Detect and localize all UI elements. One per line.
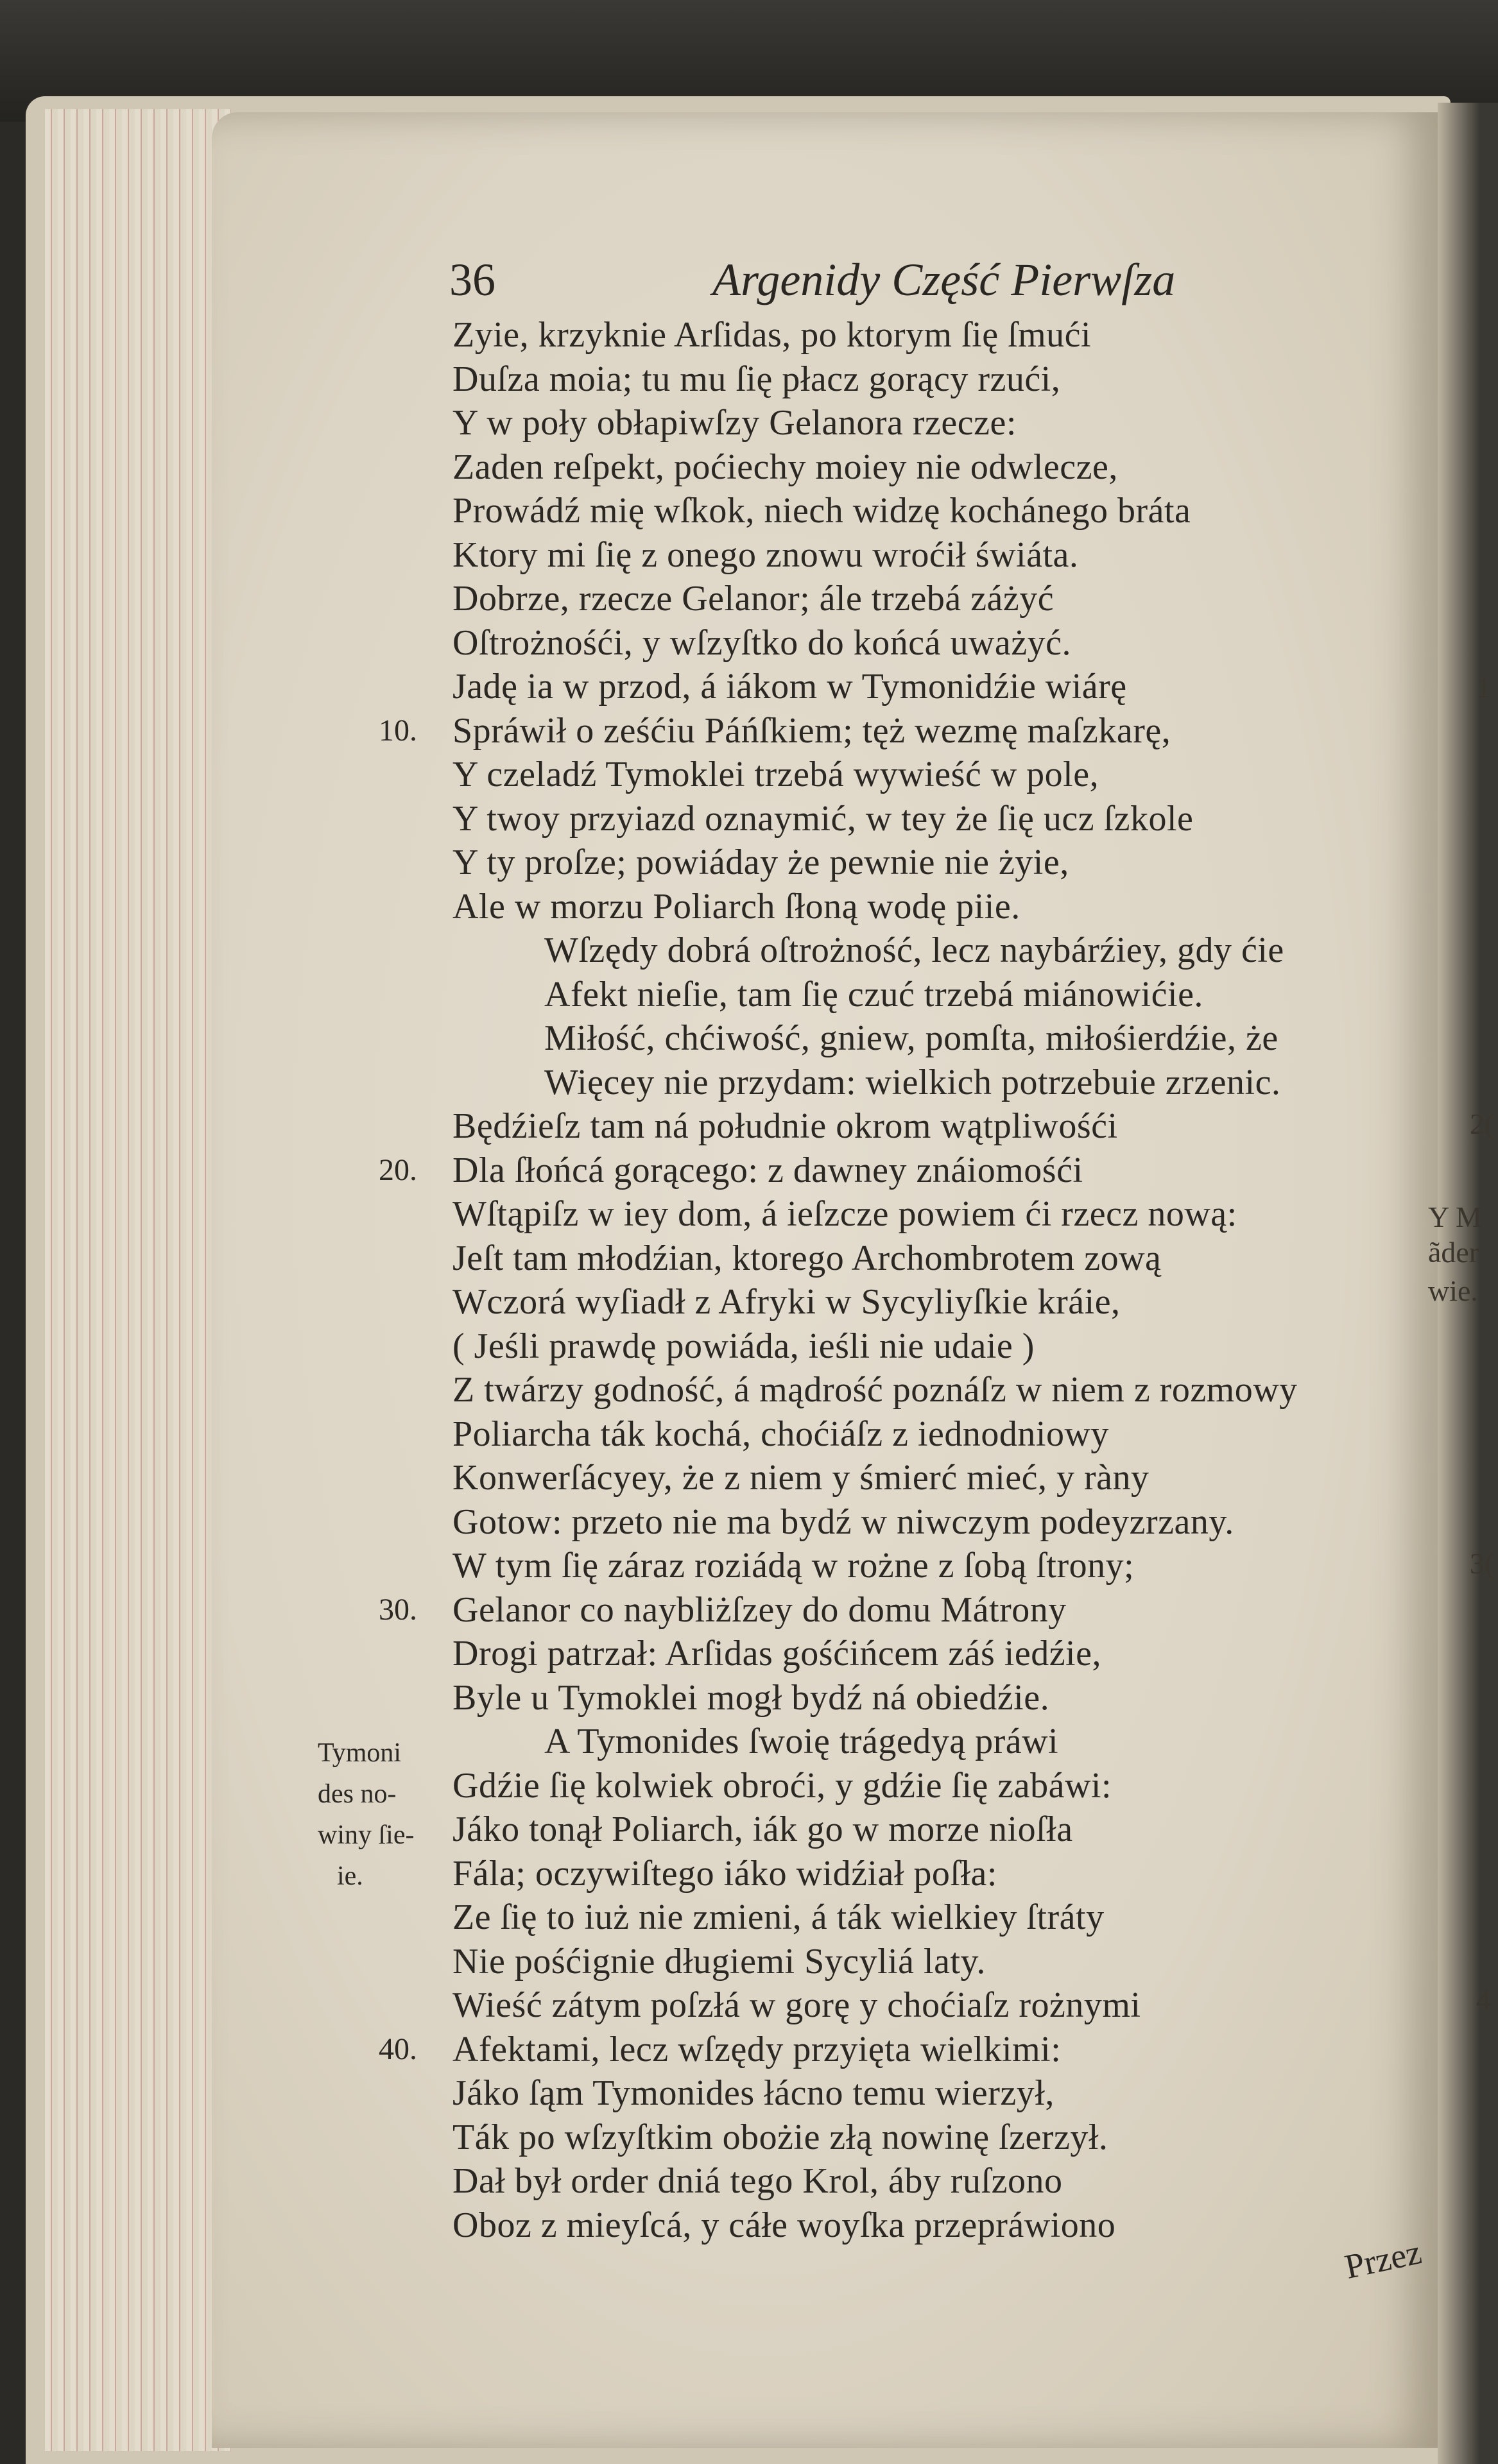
page-edges-stack bbox=[45, 109, 231, 2451]
line-number: 10. bbox=[379, 713, 417, 748]
verse-line: Afekt nieſie, tam ſię czuć trzebá miánowićie. bbox=[544, 974, 1203, 1014]
verse-line: Afektami, lecz wſzędy przyięta wielkimi: bbox=[452, 2029, 1062, 2069]
verse-line: Prowádź mię wſkok, niech widzę kochánego bráta bbox=[452, 491, 1191, 531]
facing-page-fragment: 2( bbox=[1470, 1108, 1495, 1140]
line-number: 40. bbox=[379, 2032, 417, 2066]
verse-line: Gotow: przeto nie ma bydź w niwczym podeyzrzany. bbox=[452, 1502, 1234, 1542]
verse-line: Będźieſz tam ná południe okrom wątpliwośći bbox=[452, 1106, 1118, 1146]
verse-line: Miłość, chćiwość, gniew, pomſta, miłośierdźie, że bbox=[544, 1018, 1278, 1058]
verse-line: W tym ſię záraz roziádą w rożne z ſobą ſtrony; bbox=[452, 1546, 1135, 1586]
verse-line: Dobrze, rzecze Gelanor; ále trzebá záżyć bbox=[452, 579, 1055, 619]
verse-line: Oſtrożnośći, y wſzyſtko do końcá uważyć. bbox=[452, 622, 1071, 663]
facing-page-fragment: 4 bbox=[1476, 1983, 1491, 2016]
facing-page-fragment: wie. bbox=[1428, 1274, 1478, 1307]
facing-page-fragment: 3( bbox=[1470, 1547, 1495, 1580]
verse-line: Gelanor co naybliżſzey do domu Mátrony bbox=[452, 1589, 1067, 1630]
verse-line: Byle u Tymoklei mogł bydź ná obiedźie. bbox=[452, 1677, 1050, 1718]
verse-line: Dał był order dniá tego Krol, áby ruſzono bbox=[452, 2161, 1063, 2201]
verse-line: Poliarcha ták kochá, choćiáſz z iednodniowy bbox=[452, 1414, 1109, 1454]
page-header bbox=[449, 253, 1284, 311]
verse-line: Spráwił o ześćiu Páńſkiem; tęż wezmę maſzkarę, bbox=[452, 710, 1171, 751]
page-number: 36 bbox=[449, 254, 495, 305]
margin-note-line: winy ſie- bbox=[318, 1820, 415, 1850]
verse-line: Dla ſłońcá gorącego: z dawney znáiomośći bbox=[452, 1150, 1083, 1190]
line-number: 20. bbox=[379, 1152, 417, 1187]
facing-page-fragment: 1 bbox=[1476, 671, 1491, 704]
verse-line: Jadę ia w przod, á iákom w Tymonidźie wiárę bbox=[452, 667, 1127, 706]
verse-line: Jeſt tam młodźian, ktorego Archombrotem zową bbox=[452, 1238, 1162, 1278]
verse-line: Y czeladź Tymoklei trzebá wywieść w pole, bbox=[452, 755, 1099, 794]
verse-line: Więcey nie przydam: wielkich potrzebuie zrzenic. bbox=[544, 1062, 1281, 1102]
verse-line: Ták po wſzyſtkim obożie złą nowinę ſzerzył. bbox=[452, 2117, 1108, 2157]
verse-line: Nie pośćignie długiemi Sycyliá laty. bbox=[452, 1941, 986, 1981]
verse-line: Y w poły obłapiwſzy Gelanora rzecze: bbox=[452, 403, 1017, 443]
verse-line: A Tymonides ſwoię trágedyą práwi bbox=[544, 1722, 1059, 1761]
verse-line: Ze ſię to iuż nie zmieni, á ták wielkiey ſtráty bbox=[452, 1897, 1105, 1937]
verse-line: Jáko ſąm Tymonides łácno temu wierzył, bbox=[452, 2073, 1055, 2113]
facing-page-fragment: Y M bbox=[1428, 1201, 1482, 1233]
verse-line: Fála; oczywiſtego iáko widźiał poſła: bbox=[452, 1853, 997, 1894]
facing-page-fragment: ãder bbox=[1428, 1236, 1479, 1269]
verse-line: Wczorá wyſiadł z Afryki w Sycyliyſkie kráie, bbox=[452, 1282, 1121, 1322]
margin-note-line: des no- bbox=[318, 1779, 397, 1809]
verse-line: Gdźie ſię kolwiek obroći, y gdźie ſię zabáwi: bbox=[452, 1765, 1112, 1806]
verse-line: Zaden reſpekt, poćiechy moiey nie odwlecze, bbox=[452, 447, 1118, 487]
verse-line: Y ty proſze; powiáday że pewnie nie żyie, bbox=[452, 843, 1069, 882]
line-number: 30. bbox=[379, 1592, 417, 1627]
verse-line: Ktory mi ſię z onego znowu wroćił świáta. bbox=[452, 535, 1079, 575]
verse-line: Z twárzy godność, á mądrość poznáſz w niem z rozmowy bbox=[452, 1370, 1298, 1410]
verse-line: ( Jeśli prawdę powiáda, ieśli nie udaie ) bbox=[452, 1326, 1035, 1366]
verse-line: Y twoy przyiazd oznaymić, w tey że ſię ucz ſzkole bbox=[452, 798, 1194, 839]
running-title: Argenidy Część Pierwſza bbox=[712, 254, 1176, 305]
verse-line: Drogi patrzał: Arſidas gośćińcem záś iedźie, bbox=[452, 1634, 1101, 1673]
verse-line: Oboz z mieyſcá, y cáłe woyſka przepráwiono bbox=[452, 2205, 1116, 2245]
catchword: Przez bbox=[1341, 2232, 1425, 2286]
verse-line: Jáko tonął Poliarch, iák go w morze nioſła bbox=[452, 1810, 1073, 1849]
verse-line: Wieść zátym poſzłá w gorę y choćiaſz rożnymi bbox=[452, 1985, 1141, 2025]
margin-note bbox=[318, 1733, 452, 1897]
verse-line: Wſzędy dobrá oſtrożność, lecz naybárźiey, gdy ćie bbox=[544, 930, 1284, 970]
verse-line: Duſza moia; tu mu ſię płacz gorący rzući, bbox=[452, 359, 1061, 399]
verse-line: Konwerſácyey, że z niem y śmierć mieć, y ràny bbox=[452, 1458, 1149, 1498]
verse-line: Ale w morzu Poliarch ſłoną wodę piie. bbox=[452, 886, 1020, 927]
verse-line: Zyie, krzyknie Arſidas, po ktorym ſię ſmući bbox=[452, 315, 1092, 355]
margin-note-line: Tymoni bbox=[318, 1738, 402, 1768]
margin-note-line: ie. bbox=[337, 1861, 363, 1891]
verse-line: Wſtąpiſz w iey dom, á ieſzcze powiem ći rzecz nową: bbox=[452, 1194, 1237, 1234]
